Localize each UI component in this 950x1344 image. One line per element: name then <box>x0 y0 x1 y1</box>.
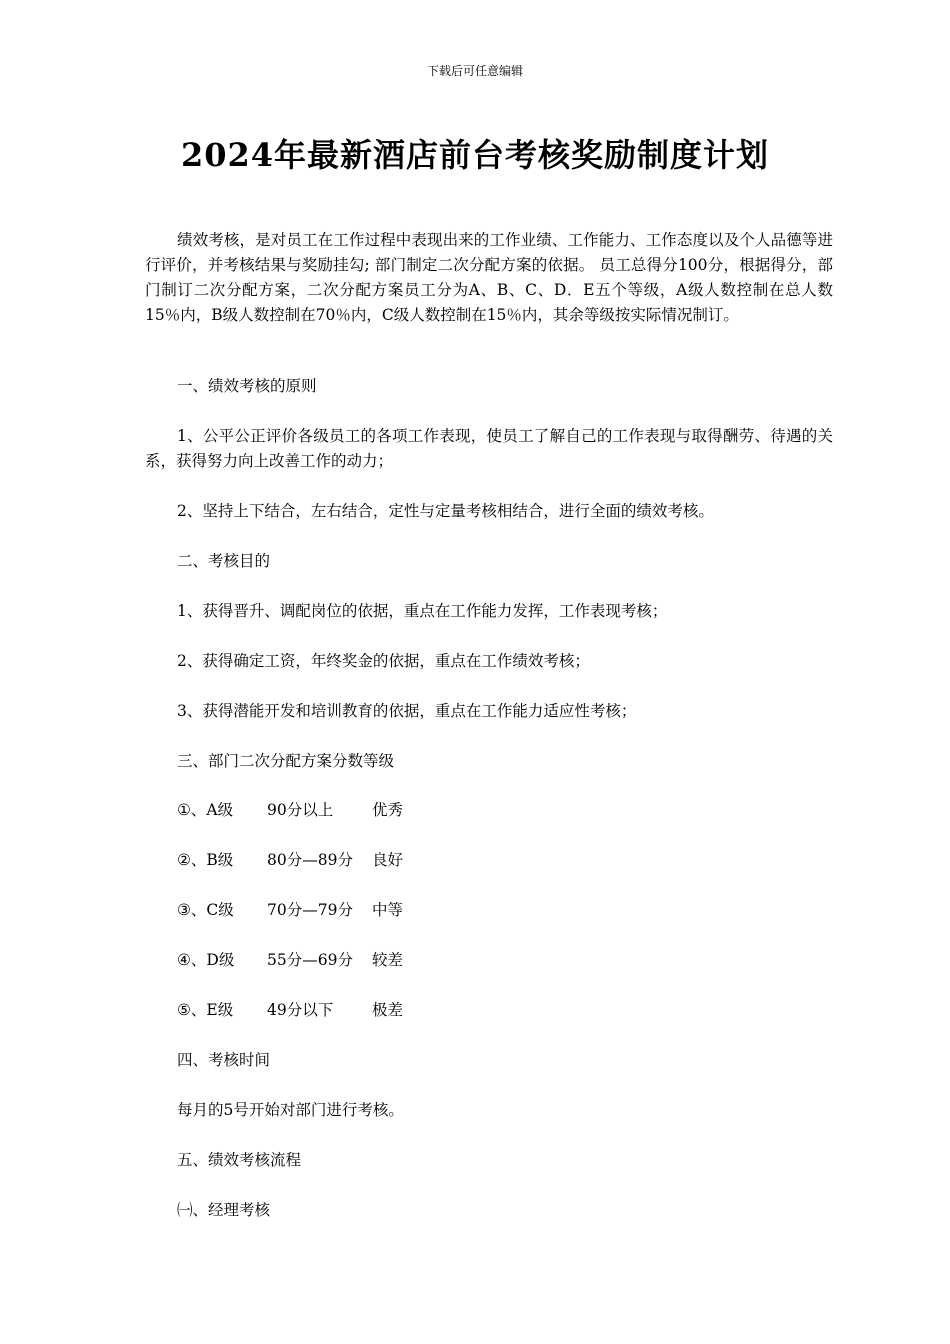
grade-row <box>177 948 403 973</box>
principle-item-1: 1、公平公正评价各级员工的各项工作表现，使员工了解自己的工作表现与取得酬劳、待遇的关系，获得努力向上改善工作的动力； <box>145 427 833 470</box>
grade-label: ④、D级 <box>177 951 235 969</box>
grade-row <box>177 798 403 823</box>
grade-rating: 优秀 <box>372 801 404 819</box>
grade-row <box>177 998 403 1023</box>
grade-label: ①、A级 <box>177 801 234 819</box>
section-heading-purpose: 二、考核目的 <box>177 552 271 570</box>
grade-row <box>177 848 403 873</box>
grade-range: 49分以下 <box>267 1001 334 1019</box>
section-heading-time: 四、考核时间 <box>177 1051 271 1069</box>
grade-range: 80分—89分 <box>267 851 353 869</box>
time-text: 每月的5号开始对部门进行考核。 <box>177 1101 404 1119</box>
grade-label: ⑤、E级 <box>177 1001 234 1019</box>
header-note: 下载后可任意编辑 <box>426 64 523 78</box>
principle-item-2: 2、坚持上下结合，左右结合，定性与定量考核相结合，进行全面的绩效考核。 <box>177 502 714 520</box>
grade-rating: 较差 <box>372 951 404 969</box>
grade-rating: 中等 <box>372 901 404 919</box>
grade-rating: 良好 <box>372 851 404 869</box>
purpose-item-3: 3、获得潜能开发和培训教育的依据，重点在工作能力适应性考核； <box>177 702 637 720</box>
grade-label: ③、C级 <box>177 901 234 919</box>
intro-paragraph: 绩效考核，是对员工在工作过程中表现出来的工作业绩、工作能力、工作态度以及个人品德等进行评价，并考核结果与奖励挂勾; 部门制定二次分配方案的依据。 员工总得分100分，根据得分，部门制订二次分配方案，二次分配方案员工分为A、B、C、D．E五个等级，A级人数控制在总人数15％内，B级人数控制在70％内，C级人数控制在15％内，其余等级按实际情况制订。 <box>145 231 833 324</box>
purpose-item-1: 1、获得晋升、调配岗位的依据，重点在工作能力发挥，工作表现考核； <box>177 602 668 620</box>
grade-range: 90分以上 <box>267 801 334 819</box>
grade-label: ②、B级 <box>177 851 234 869</box>
section-heading-principles: 一、绩效考核的原则 <box>177 377 317 395</box>
purpose-item-2: 2、获得确定工资，年终奖金的依据，重点在工作绩效考核； <box>177 652 590 670</box>
section-heading-process: 五、绩效考核流程 <box>177 1151 302 1169</box>
grade-range: 55分—69分 <box>267 951 353 969</box>
section-heading-grades: 三、部门二次分配方案分数等级 <box>177 752 395 770</box>
grade-rating: 极差 <box>372 1001 404 1019</box>
grade-row <box>177 898 403 923</box>
grade-range: 70分—79分 <box>267 901 353 919</box>
page-title: 2024年最新酒店前台考核奖励制度计划 <box>180 136 770 174</box>
process-sub-manager: ㈠、经理考核 <box>177 1201 271 1219</box>
